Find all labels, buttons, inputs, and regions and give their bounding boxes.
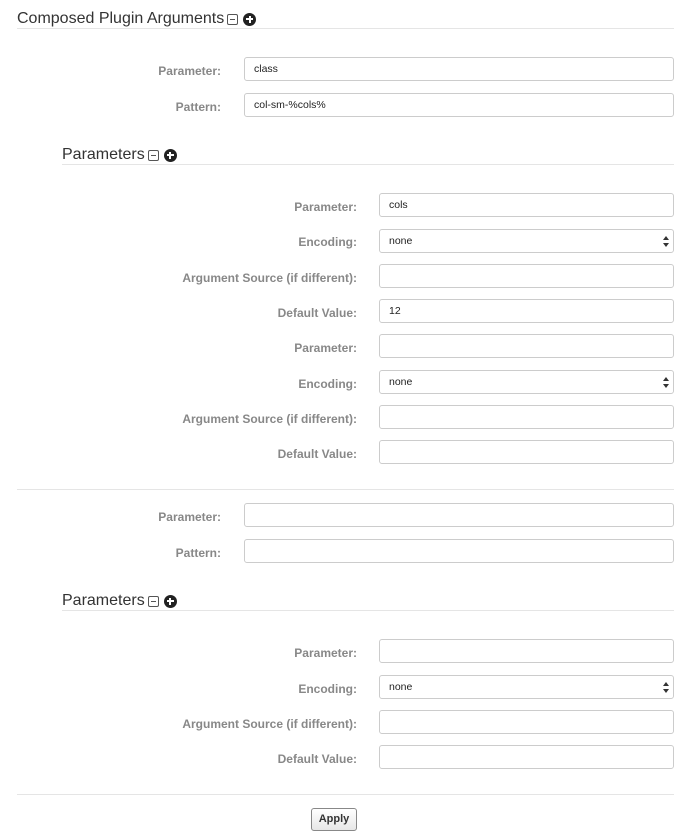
collapse-icon[interactable] bbox=[227, 14, 238, 25]
parameters-header bbox=[62, 592, 177, 610]
add-icon[interactable] bbox=[164, 149, 177, 162]
parameters-title: Parameters bbox=[62, 592, 145, 609]
encoding-selected-value: none bbox=[389, 376, 413, 388]
encoding-select[interactable] bbox=[379, 675, 674, 699]
default-value-label: Default Value: bbox=[277, 752, 357, 766]
pattern-input[interactable]: col-sm-%cols% bbox=[244, 93, 674, 117]
select-arrows-icon bbox=[663, 682, 669, 693]
divider bbox=[62, 610, 674, 611]
select-arrows-icon bbox=[663, 377, 669, 388]
divider bbox=[17, 28, 674, 29]
encoding-selected-value: none bbox=[389, 235, 413, 247]
parameter-label: Parameter: bbox=[294, 200, 357, 214]
parameter-label: Parameter: bbox=[158, 64, 221, 78]
select-arrows-icon bbox=[663, 236, 669, 247]
add-icon[interactable] bbox=[243, 13, 256, 26]
argument-source-input[interactable] bbox=[379, 405, 674, 429]
add-icon[interactable] bbox=[164, 595, 177, 608]
pattern-input[interactable] bbox=[244, 539, 674, 563]
parameter-input[interactable]: cols bbox=[379, 193, 674, 217]
default-value-label: Default Value: bbox=[277, 306, 357, 320]
parameter-label: Parameter: bbox=[158, 510, 221, 524]
argument-source-input[interactable] bbox=[379, 710, 674, 734]
argument-source-label: Argument Source (if different): bbox=[182, 271, 357, 285]
parameter-label: Parameter: bbox=[294, 646, 357, 660]
default-value-input[interactable]: 12 bbox=[379, 299, 674, 323]
parameter-input[interactable] bbox=[244, 503, 674, 527]
parameters-title: Parameters bbox=[62, 146, 145, 163]
apply-button[interactable]: Apply bbox=[311, 808, 357, 831]
pattern-label: Pattern: bbox=[175, 100, 221, 114]
divider bbox=[17, 489, 674, 490]
encoding-label: Encoding: bbox=[298, 235, 357, 249]
parameter-label: Parameter: bbox=[294, 341, 357, 355]
parameter-input[interactable] bbox=[379, 334, 674, 358]
collapse-icon[interactable] bbox=[148, 150, 159, 161]
default-value-input[interactable] bbox=[379, 440, 674, 464]
collapse-icon[interactable] bbox=[148, 596, 159, 607]
default-value-input[interactable] bbox=[379, 745, 674, 769]
divider bbox=[62, 164, 674, 165]
encoding-label: Encoding: bbox=[298, 682, 357, 696]
encoding-select[interactable] bbox=[379, 370, 674, 394]
argument-source-label: Argument Source (if different): bbox=[182, 717, 357, 731]
default-value-label: Default Value: bbox=[277, 447, 357, 461]
composed-plugin-arguments-header bbox=[17, 10, 256, 28]
encoding-selected-value: none bbox=[389, 681, 413, 693]
encoding-label: Encoding: bbox=[298, 377, 357, 391]
encoding-select[interactable] bbox=[379, 229, 674, 253]
argument-source-input[interactable] bbox=[379, 264, 674, 288]
argument-source-label: Argument Source (if different): bbox=[182, 412, 357, 426]
parameter-input[interactable]: class bbox=[244, 57, 674, 81]
pattern-label: Pattern: bbox=[175, 546, 221, 560]
parameter-input[interactable] bbox=[379, 639, 674, 663]
section-title: Composed Plugin Arguments bbox=[17, 10, 225, 27]
parameters-header bbox=[62, 146, 177, 164]
divider bbox=[17, 794, 674, 795]
